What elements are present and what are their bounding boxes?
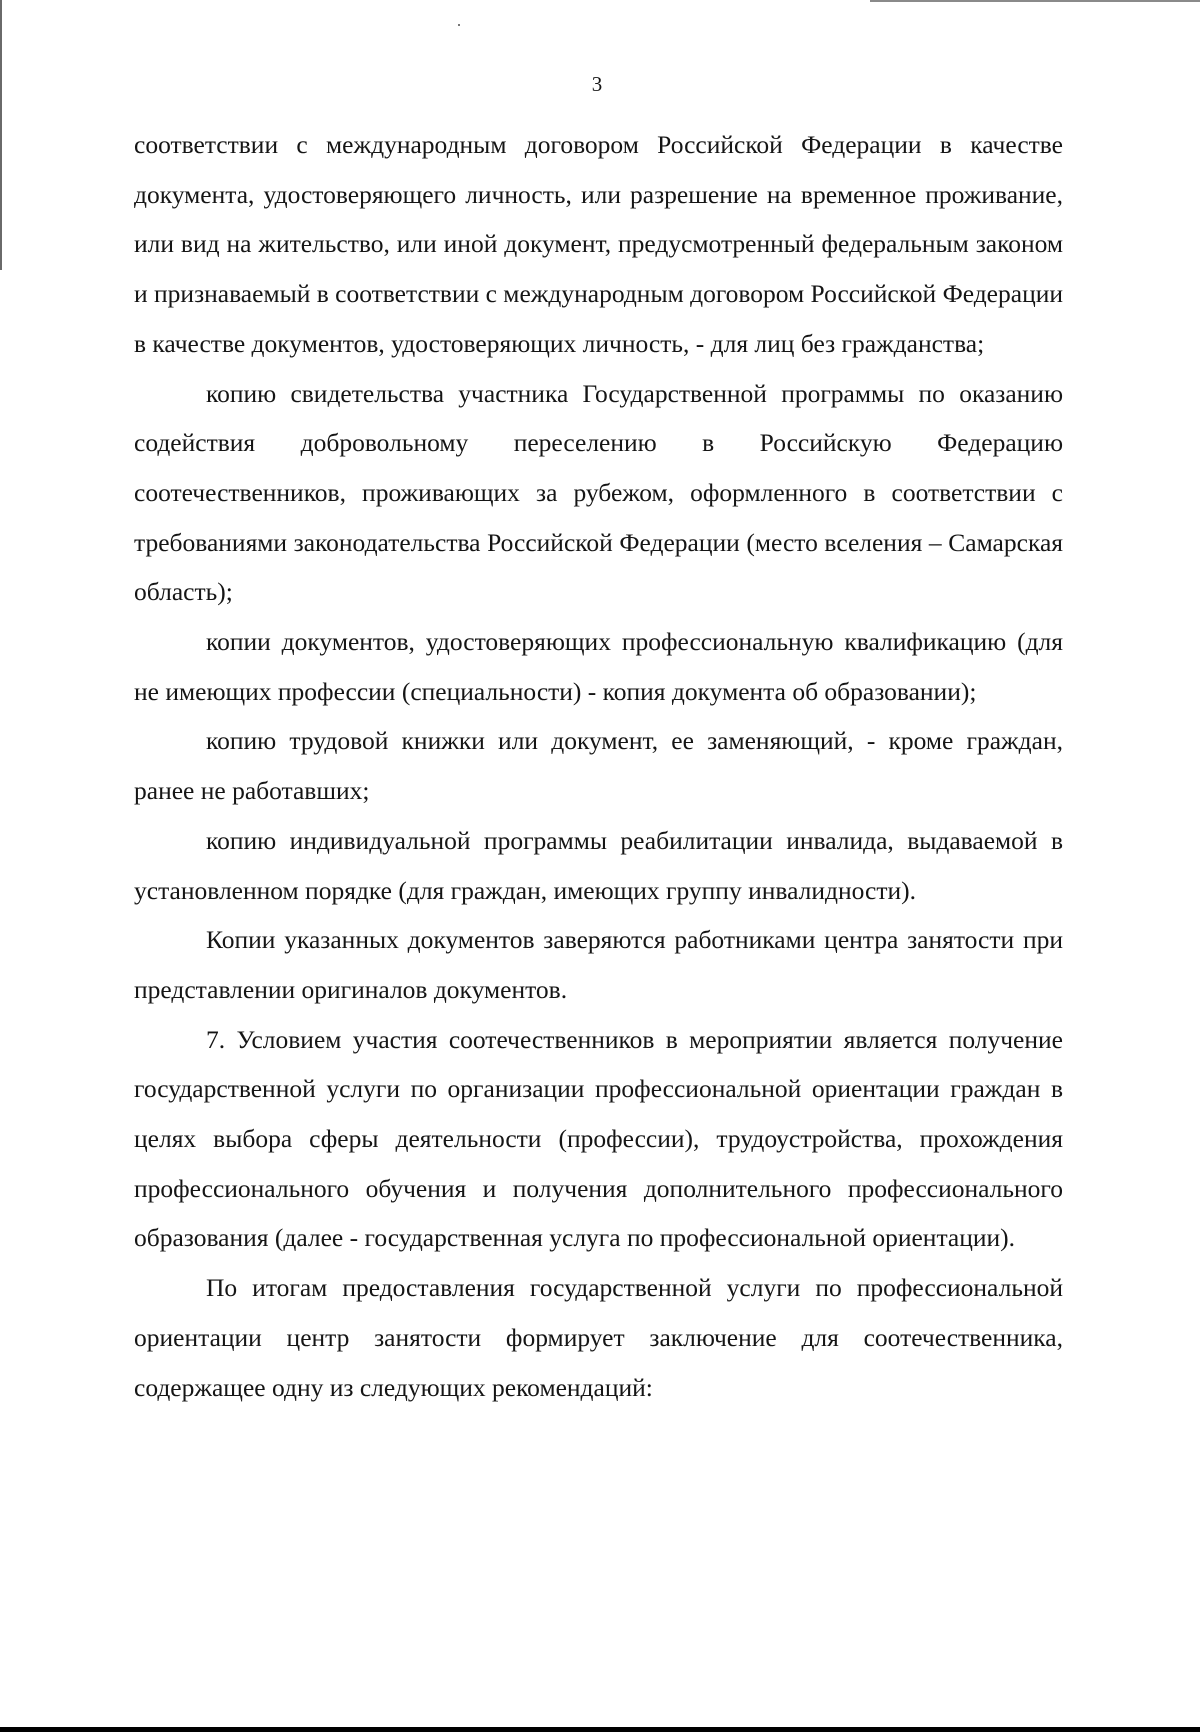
paragraph-continuation: соответствии с международным договором Российской Федерации в качестве документа, удостоверяющего личность, или разрешение на временное проживание, или вид на жительство, или иной документ, предусмотренный федеральным законом и признаваемый в соответствии с международным договором Российской Федерации в качестве документов, удостоверяющих личность, - для лиц без гражданства; [134,130,1064,358]
scan-edge-left [0,0,2,270]
paragraph-certification-note: Копии указанных документов заверяются работниками центра занятости при представлении оригиналов документов. [134,925,1063,1004]
paragraph-item-7: 7. Условием участия соотечественников в мероприятии является получение государственной услуги по организации профессиональной ориентации граждан в целях выбора сферы деятельности (профессии), трудоустройства, прохождения профессионального обучения и получения дополнительного профессионального образования (далее - государственная услуга по профессиональной ориентации). [134,1024,1063,1253]
scan-edge-top [870,0,1200,2]
paragraph-certificate-copy: копию свидетельства участника Государственной программы по оказанию содействия добровольному переселению в Российскую Федерацию соотечественников, проживающих за рубежом, оформленного в соответствии с требованиями законодательства Российской Федерации (место вселения – Самарская область); [134,378,1063,607]
paragraph-recommendations: По итогам предоставления государственной услуги по профессиональной ориентации центр занятости формирует заключение для соотечественника, содержащее одну из следующих рекомендаций: [134,1273,1063,1402]
paragraph-rehabilitation-program: копию индивидуальной программы реабилитации инвалида, выдаваемой в установленном порядке (для граждан, имеющих группу инвалидности). [134,825,1063,905]
scan-edge-bottom [0,1727,1200,1732]
paragraph-qualification-copies: копии документов, удостоверяющих профессиональную квалификацию (для не имеющих профессии (специальности) - копия документа об образовании); [134,627,1063,706]
paragraph-workbook-copy: копию трудовой книжки или документ, ее заменяющий, - кроме граждан, ранее не работавших; [134,726,1063,806]
document-body [134,120,1063,1412]
page-number: 3 [591,72,603,96]
scan-speck [458,24,460,26]
